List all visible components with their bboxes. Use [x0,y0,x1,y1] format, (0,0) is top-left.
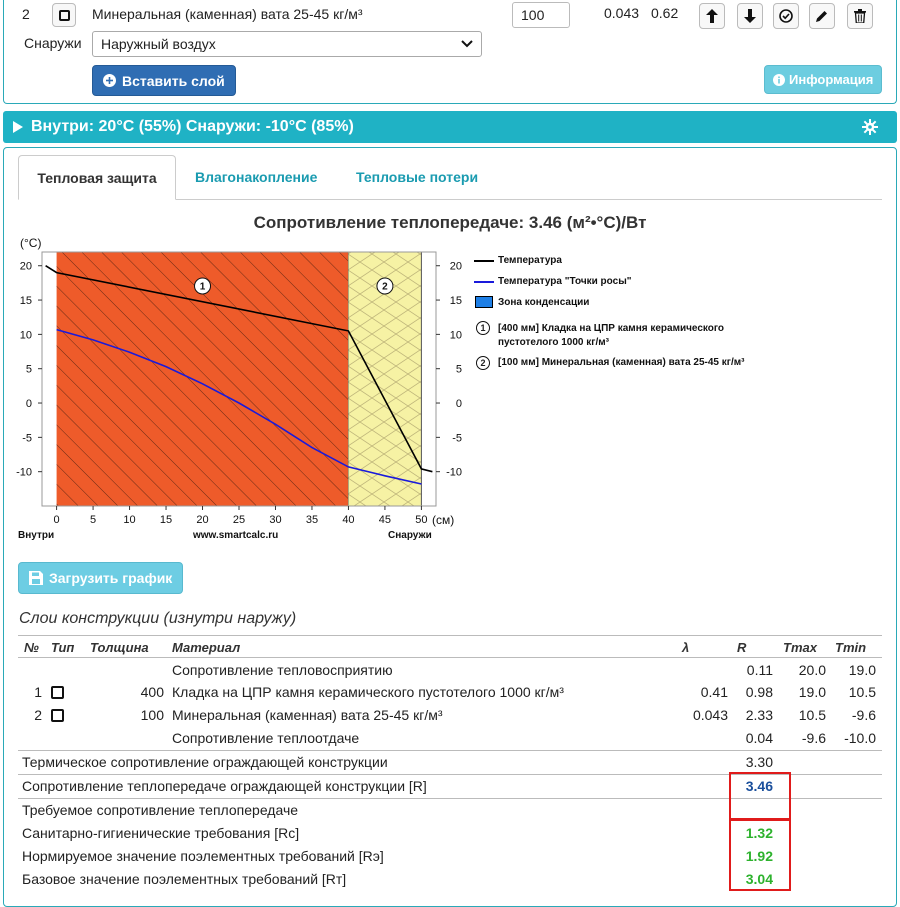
layer-1-marker-label: 1 [199,281,206,293]
info-circle-icon [773,74,785,86]
col-header-r: R [737,640,747,655]
x-tick-label: 30 [269,514,282,526]
row-3-tmax: -9.6 [801,730,826,746]
trash-icon [854,9,866,23]
highlight-box-requirements [729,818,791,891]
layer-thickness-input[interactable]: 100 [512,2,570,28]
legend-temperature: Температура [498,255,562,266]
row-2-lambda: 0.043 [692,707,728,723]
row-1-type-checkbox[interactable] [51,686,64,699]
legend-layer-2-marker: 2 [476,356,490,370]
edit-layer-button[interactable] [809,3,835,29]
row-2-type-checkbox[interactable] [51,709,64,722]
summary-rc-label: Санитарно-гигиенические требования [Rс] [22,825,300,841]
y-tick-label-left: 15 [19,295,32,308]
check-layer-button[interactable] [773,3,799,29]
arrow-up-icon [706,9,718,23]
y-tick-label-right: -5 [452,432,462,445]
insert-layer-label: Вставить слой [122,72,225,89]
row-3-material: Сопротивление теплоотдаче [172,730,360,746]
summary-thermal-resistance-value: 3.30 [745,754,773,770]
layers-section-title: Слои конструкции (изнутри наружу) [19,610,297,627]
square-icon [59,10,70,21]
summary-required-label: Требуемое сопротивление теплопередаче [22,802,299,818]
x-watermark-label: www.smartcalc.ru [193,530,279,541]
col-header-lambda: λ [682,640,690,655]
row-0-material: Сопротивление тепловосприятию [172,662,393,678]
layer-lambda: 0.043 [604,5,640,21]
save-icon [29,571,43,585]
summary-re-label: Нормируемое значение поэлементных требований [Rэ] [22,848,384,864]
y-tick-label-right: 0 [455,398,462,411]
delete-layer-button[interactable] [847,3,873,29]
legend-dew-swatch [474,279,496,285]
layer-mu: 0.62 [651,5,679,21]
tab-thermal-protection[interactable]: Тепловая защита [18,155,176,200]
conditions-bar[interactable] [3,111,897,143]
download-chart-label: Загрузить график [49,570,173,586]
row-3-r: 0.04 [745,730,773,746]
row-1-number: 1 [34,684,42,700]
summary-r-value: 3.46 [745,778,773,794]
legend-temp-swatch [474,258,496,264]
y-tick-label-left: 20 [19,260,32,273]
x-tick-label: 50 [415,514,428,526]
legend-layer-2: [100 мм] Минеральная (каменная) вата 25-45 кг/м³ [498,357,745,368]
table-header-line [18,657,882,658]
x-tick-label: 35 [305,514,319,526]
chevron-down-icon [461,40,473,48]
x-tick-label: 15 [159,514,173,526]
outside-label: Снаружи [24,35,82,51]
gear-icon[interactable] [862,119,878,135]
row-2-number: 2 [34,707,42,723]
x-tick-label: 40 [342,514,355,526]
outside-condition-select[interactable] [92,31,482,57]
x-tick-label: 5 [90,514,97,526]
plus-circle-icon [103,74,116,87]
col-header-number: № [24,640,39,655]
row-3-tmin: -10.0 [844,730,876,746]
row-2-r: 2.33 [745,707,773,723]
summary-r-label: Сопротивление теплопередаче ограждающей конструкции [R] [22,778,427,794]
layer-index: 2 [22,6,30,22]
highlight-box-r [729,772,791,821]
info-label: Информация [789,72,874,87]
x-tick-label: 25 [232,514,246,526]
row-0-r: 0.11 [746,662,773,678]
x-inside-label: Внутри [18,530,55,541]
y-tick-label-left: -10 [16,466,32,479]
row-0-tmax: 20.0 [798,662,826,678]
row-1-material: Кладка на ЦПР камня керамического пустотелого 1000 кг/м³ [172,684,564,700]
y-tick-label-right: 10 [449,329,462,342]
y-tick-label-left: -5 [22,432,32,445]
x-tick-label: 45 [378,514,392,526]
col-header-tmax: Tmax [783,640,817,655]
layer-type-checkbox[interactable] [52,3,76,27]
x-outside-label: Снаружи [388,530,432,541]
pencil-icon [815,9,829,23]
outside-select-value: Наружный воздух [101,36,216,52]
y-tick-label-right: 20 [449,260,462,273]
layer-2-marker-label: 2 [382,281,388,293]
row-1-tmin: 10.5 [848,684,876,700]
legend-dew-point: Температура "Точки росы" [498,276,632,287]
legend-layer-1-marker: 1 [476,321,490,335]
row-2-material: Минеральная (каменная) вата 25-45 кг/м³ [172,707,443,723]
temperature-chart [0,230,900,550]
summary-rt-label: Базовое значение поэлементных требований [Rт] [22,871,347,887]
legend-layer-1: [400 мм] Кладка на ЦПР камня керамического пустотелого 1000 кг/м³ [498,323,725,348]
summary-thermal-resistance-label: Термическое сопротивление ограждающей конструкции [22,754,388,770]
y-axis-label: (°C) [20,236,42,250]
move-down-button[interactable] [737,3,763,29]
x-tick-label: 10 [123,514,136,526]
row-1-r: 0.98 [745,684,773,700]
layer-material-name[interactable]: Минеральная (каменная) вата 25-45 кг/м³ [92,6,363,22]
row-1-thickness: 400 [140,684,164,700]
table-body-line [18,750,882,751]
x-tick-label: 0 [53,514,60,526]
chart-title: Сопротивление теплопередаче: 3.46 (м²•°С)/Вт [253,213,647,232]
info-button[interactable] [764,65,882,94]
row-2-tmax: 10.5 [798,707,826,723]
y-tick-label-right: 5 [455,363,462,376]
y-tick-label-left: 0 [25,398,32,411]
row-0-tmin: 19.0 [848,662,876,678]
arrow-down-icon [744,9,756,23]
row-2-thickness: 100 [140,707,164,723]
insert-layer-button[interactable] [92,65,236,96]
tab-heat-loss[interactable]: Тепловые потери [356,169,479,185]
row-1-lambda: 0.41 [700,684,728,700]
legend-condensation: Зона конденсации [498,297,590,308]
x-axis-label: (см) [432,513,455,527]
move-up-button[interactable] [699,3,725,29]
y-tick-label-right: 15 [449,295,462,308]
col-header-material: Материал [172,640,241,655]
col-header-type: Тип [51,640,75,655]
conditions-text: Внутри: 20°C (55%) Снаружи: -10°C (85%) [31,118,354,135]
caret-right-icon [13,121,23,133]
row-1-tmax: 19.0 [798,684,826,700]
summary-rc-value: 1.32 [745,825,773,841]
y-tick-label-left: 5 [25,363,32,376]
tab-moisture[interactable]: Влагонакопление [195,169,318,185]
col-header-tmin: Tmin [835,640,867,655]
summary-re-value: 1.92 [745,848,773,864]
check-circle-icon [779,9,793,23]
download-chart-button[interactable] [18,562,183,594]
summary-rt-value: 3.04 [745,871,773,887]
col-header-thickness: Толщина [90,640,149,655]
row-2-tmin: -9.6 [851,707,876,723]
y-tick-label-right: -10 [446,466,462,479]
table-top-line [18,635,882,636]
legend-condensation-swatch [475,296,493,308]
x-tick-label: 20 [196,514,209,526]
y-tick-label-left: 10 [19,329,32,342]
